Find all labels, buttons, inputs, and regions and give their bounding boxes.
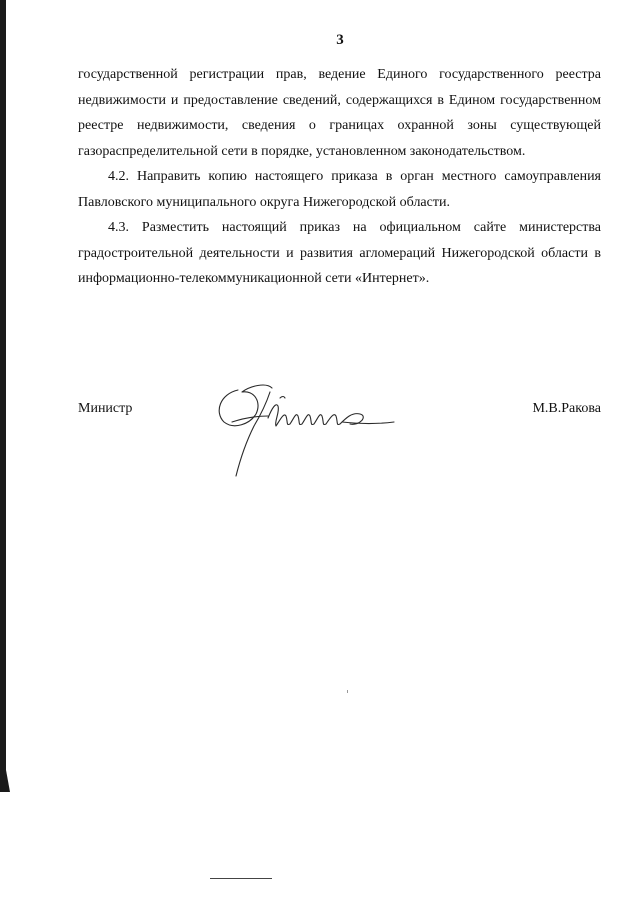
handwritten-signature xyxy=(210,372,400,482)
paragraph-4-2: 4.2. Направить копию настоящего приказа в орган местного самоуправления Павловского муниципального округа Нижегородской области. xyxy=(78,169,601,210)
scan-edge-shadow-tail xyxy=(0,770,10,792)
scan-speck xyxy=(347,690,348,693)
signatory-title: Министр xyxy=(78,401,133,416)
footer-rule xyxy=(210,878,272,879)
paragraph-4-3: 4.3. Разместить настоящий приказ на официальном сайте министерства градостроительной деятельности и развития агломераций Нижегородской области в информационно-телекоммуникационной сети «Интернет». xyxy=(78,220,601,286)
scan-edge-shadow xyxy=(0,0,6,790)
page-number: 3 xyxy=(336,32,344,48)
document-body xyxy=(78,62,601,292)
signatory-name: М.В.Ракова xyxy=(532,401,601,416)
paragraph-continuation: государственной регистрации прав, ведение Единого государственного реестра недвижимости и предоставление сведений, содержащихся в Едином государственном реестре недвижимости, сведения о границах охранной зоны существующей газораспределительной сети в порядке, установленном законодательством. xyxy=(78,67,601,159)
